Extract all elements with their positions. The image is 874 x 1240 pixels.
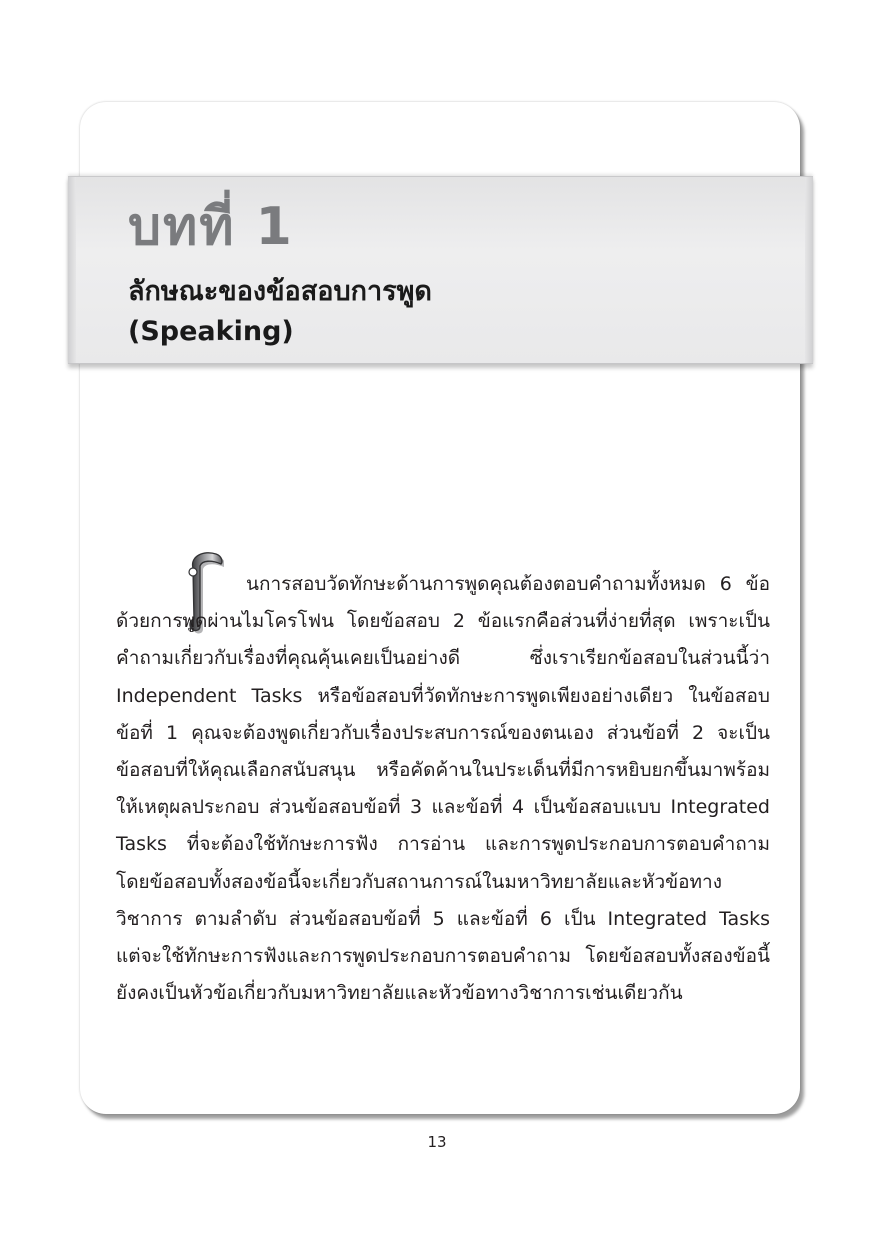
chapter-title-thai: ลักษณะของข้อสอบการพูด <box>128 276 432 307</box>
chapter-number: บทที่ 1 <box>128 197 294 257</box>
page-number: 13 <box>427 1133 447 1151</box>
body-paragraph: นการสอบวัดทักษะด้านการพูดคุณต้องตอบคำถามทั้งหมด 6 ข้อด้วยการพูดผ่านไมโครโฟน โดยข้อสอบ 2 ข้อแรกคือส่วนที่ง่ายที่สุด เพราะเป็นคำถามเกี่ยวกับเรื่องที่คุณคุ้นเคยเป็นอย่างดี ซึ่งเราเรียกข้อสอบในส่วนนี้ว่า Independent Tasks หรือข้อสอบที่วัดทักษะการพูดเพียงอย่างเดียว ในข้อสอบข้อที่ 1 คุณจะต้องพูดเกี่ยวกับเรื่องประสบการณ์ของตนเอง ส่วนข้อที่ 2 จะเป็นข้อสอบที่ให้คุณเลือกสนับสนุน หรือคัดค้านในประเด็นที่มีการหยิบยกขึ้นมาพร้อมให้เหตุผลประกอบ ส่วนข้อสอบข้อที่ 3 และข้อที่ 4 เป็นข้อสอบแบบ Integrated Tasks ที่จะต้องใช้ทักษะการฟัง การอ่าน และการพูดประกอบการตอบคำถาม โดยข้อสอบทั้งสองข้อนี้จะเกี่ยวกับสถานการณ์ในมหาวิทยาลัยและหัวข้อทางวิชาการ ตามลำดับ ส่วนข้อสอบข้อที่ 5 และข้อที่ 6 เป็น Integrated Tasks แต่จะใช้ทักษะการฟังและการพูดประกอบการตอบคำถาม โดยข้อสอบทั้งสองข้อนี้ยังคงเป็นหัวข้อเกี่ยวกับมหาวิทยาลัยและหัวข้อทางวิชาการเช่นเดียวกัน <box>116 573 770 1005</box>
chapter-title <box>128 272 432 352</box>
chapter-title-english: (Speaking) <box>128 316 294 347</box>
